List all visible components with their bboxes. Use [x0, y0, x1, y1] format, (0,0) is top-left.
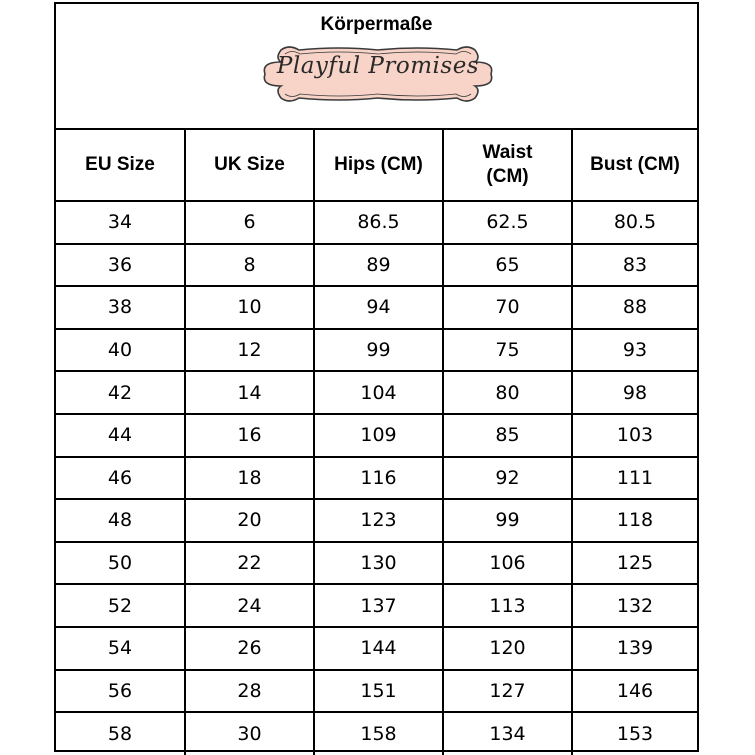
cell-uk-size: 20 [185, 499, 314, 542]
cell-eu-size: 36 [56, 244, 185, 287]
cell-hips: 123 [314, 499, 443, 542]
cell-bust: 153 [572, 712, 697, 755]
cell-hips: 158 [314, 712, 443, 755]
table-row [56, 499, 697, 542]
table-head [56, 130, 697, 201]
cell-eu-size: 48 [56, 499, 185, 542]
cell-uk-size: 14 [185, 371, 314, 414]
cell-bust: 132 [572, 584, 697, 627]
cell-bust: 118 [572, 499, 697, 542]
header-row [56, 130, 697, 201]
cell-hips: 99 [314, 329, 443, 372]
cell-uk-size: 6 [185, 201, 314, 244]
cell-uk-size: 28 [185, 670, 314, 713]
table-row [56, 542, 697, 585]
cell-eu-size: 52 [56, 584, 185, 627]
cell-hips: 151 [314, 670, 443, 713]
size-chart [54, 2, 699, 752]
cell-eu-size: 34 [56, 201, 185, 244]
cell-uk-size: 24 [185, 584, 314, 627]
chart-title: Körpermaße [320, 14, 433, 35]
table-row [56, 457, 697, 500]
cell-waist: 127 [443, 670, 572, 713]
cell-hips: 89 [314, 244, 443, 287]
column-header-waist-label: Waist (CM) [482, 142, 533, 187]
cell-uk-size: 22 [185, 542, 314, 585]
cell-eu-size: 50 [56, 542, 185, 585]
cell-hips: 130 [314, 542, 443, 585]
column-header-waist [443, 130, 572, 201]
table-row [56, 329, 697, 372]
cell-uk-size: 16 [185, 414, 314, 457]
table-row [56, 712, 697, 755]
cell-eu-size: 44 [56, 414, 185, 457]
cell-uk-size: 30 [185, 712, 314, 755]
cell-eu-size: 38 [56, 286, 185, 329]
column-header-hips: Hips (CM) [314, 130, 443, 201]
cell-bust: 103 [572, 414, 697, 457]
cell-eu-size: 42 [56, 371, 185, 414]
cell-waist: 120 [443, 627, 572, 670]
cell-bust: 111 [572, 457, 697, 500]
column-header-uk-size: UK Size [185, 130, 314, 201]
table-row [56, 627, 697, 670]
cell-hips: 104 [314, 371, 443, 414]
cell-waist: 92 [443, 457, 572, 500]
cell-uk-size: 8 [185, 244, 314, 287]
cell-eu-size: 56 [56, 670, 185, 713]
column-header-bust: Bust (CM) [572, 130, 697, 201]
cell-eu-size: 58 [56, 712, 185, 755]
table-row [56, 414, 697, 457]
cell-bust: 139 [572, 627, 697, 670]
size-table [56, 130, 697, 755]
cell-waist: 113 [443, 584, 572, 627]
cell-bust: 125 [572, 542, 697, 585]
table-body [56, 201, 697, 755]
cell-waist: 134 [443, 712, 572, 755]
cell-eu-size: 46 [56, 457, 185, 500]
table-row [56, 201, 697, 244]
cell-waist: 80 [443, 371, 572, 414]
cell-bust: 98 [572, 371, 697, 414]
brand-logo [259, 42, 497, 106]
cell-waist: 62.5 [443, 201, 572, 244]
cell-waist: 70 [443, 286, 572, 329]
chart-header [56, 4, 697, 130]
column-header-eu-size: EU Size [56, 130, 185, 201]
cell-hips: 109 [314, 414, 443, 457]
cell-hips: 86.5 [314, 201, 443, 244]
cell-hips: 94 [314, 286, 443, 329]
cell-uk-size: 10 [185, 286, 314, 329]
cell-waist: 85 [443, 414, 572, 457]
cell-waist: 99 [443, 499, 572, 542]
cell-bust: 88 [572, 286, 697, 329]
table-row [56, 670, 697, 713]
cell-hips: 137 [314, 584, 443, 627]
cell-eu-size: 40 [56, 329, 185, 372]
cell-bust: 83 [572, 244, 697, 287]
logo-text: Playful Promises [276, 53, 480, 79]
cell-waist: 65 [443, 244, 572, 287]
cell-hips: 116 [314, 457, 443, 500]
cell-uk-size: 18 [185, 457, 314, 500]
table-row [56, 371, 697, 414]
cell-bust: 146 [572, 670, 697, 713]
table-row [56, 286, 697, 329]
cell-uk-size: 12 [185, 329, 314, 372]
cell-waist: 75 [443, 329, 572, 372]
table-row [56, 244, 697, 287]
cell-eu-size: 54 [56, 627, 185, 670]
cell-bust: 80.5 [572, 201, 697, 244]
cell-hips: 144 [314, 627, 443, 670]
table-row [56, 584, 697, 627]
cell-waist: 106 [443, 542, 572, 585]
cell-uk-size: 26 [185, 627, 314, 670]
cell-bust: 93 [572, 329, 697, 372]
